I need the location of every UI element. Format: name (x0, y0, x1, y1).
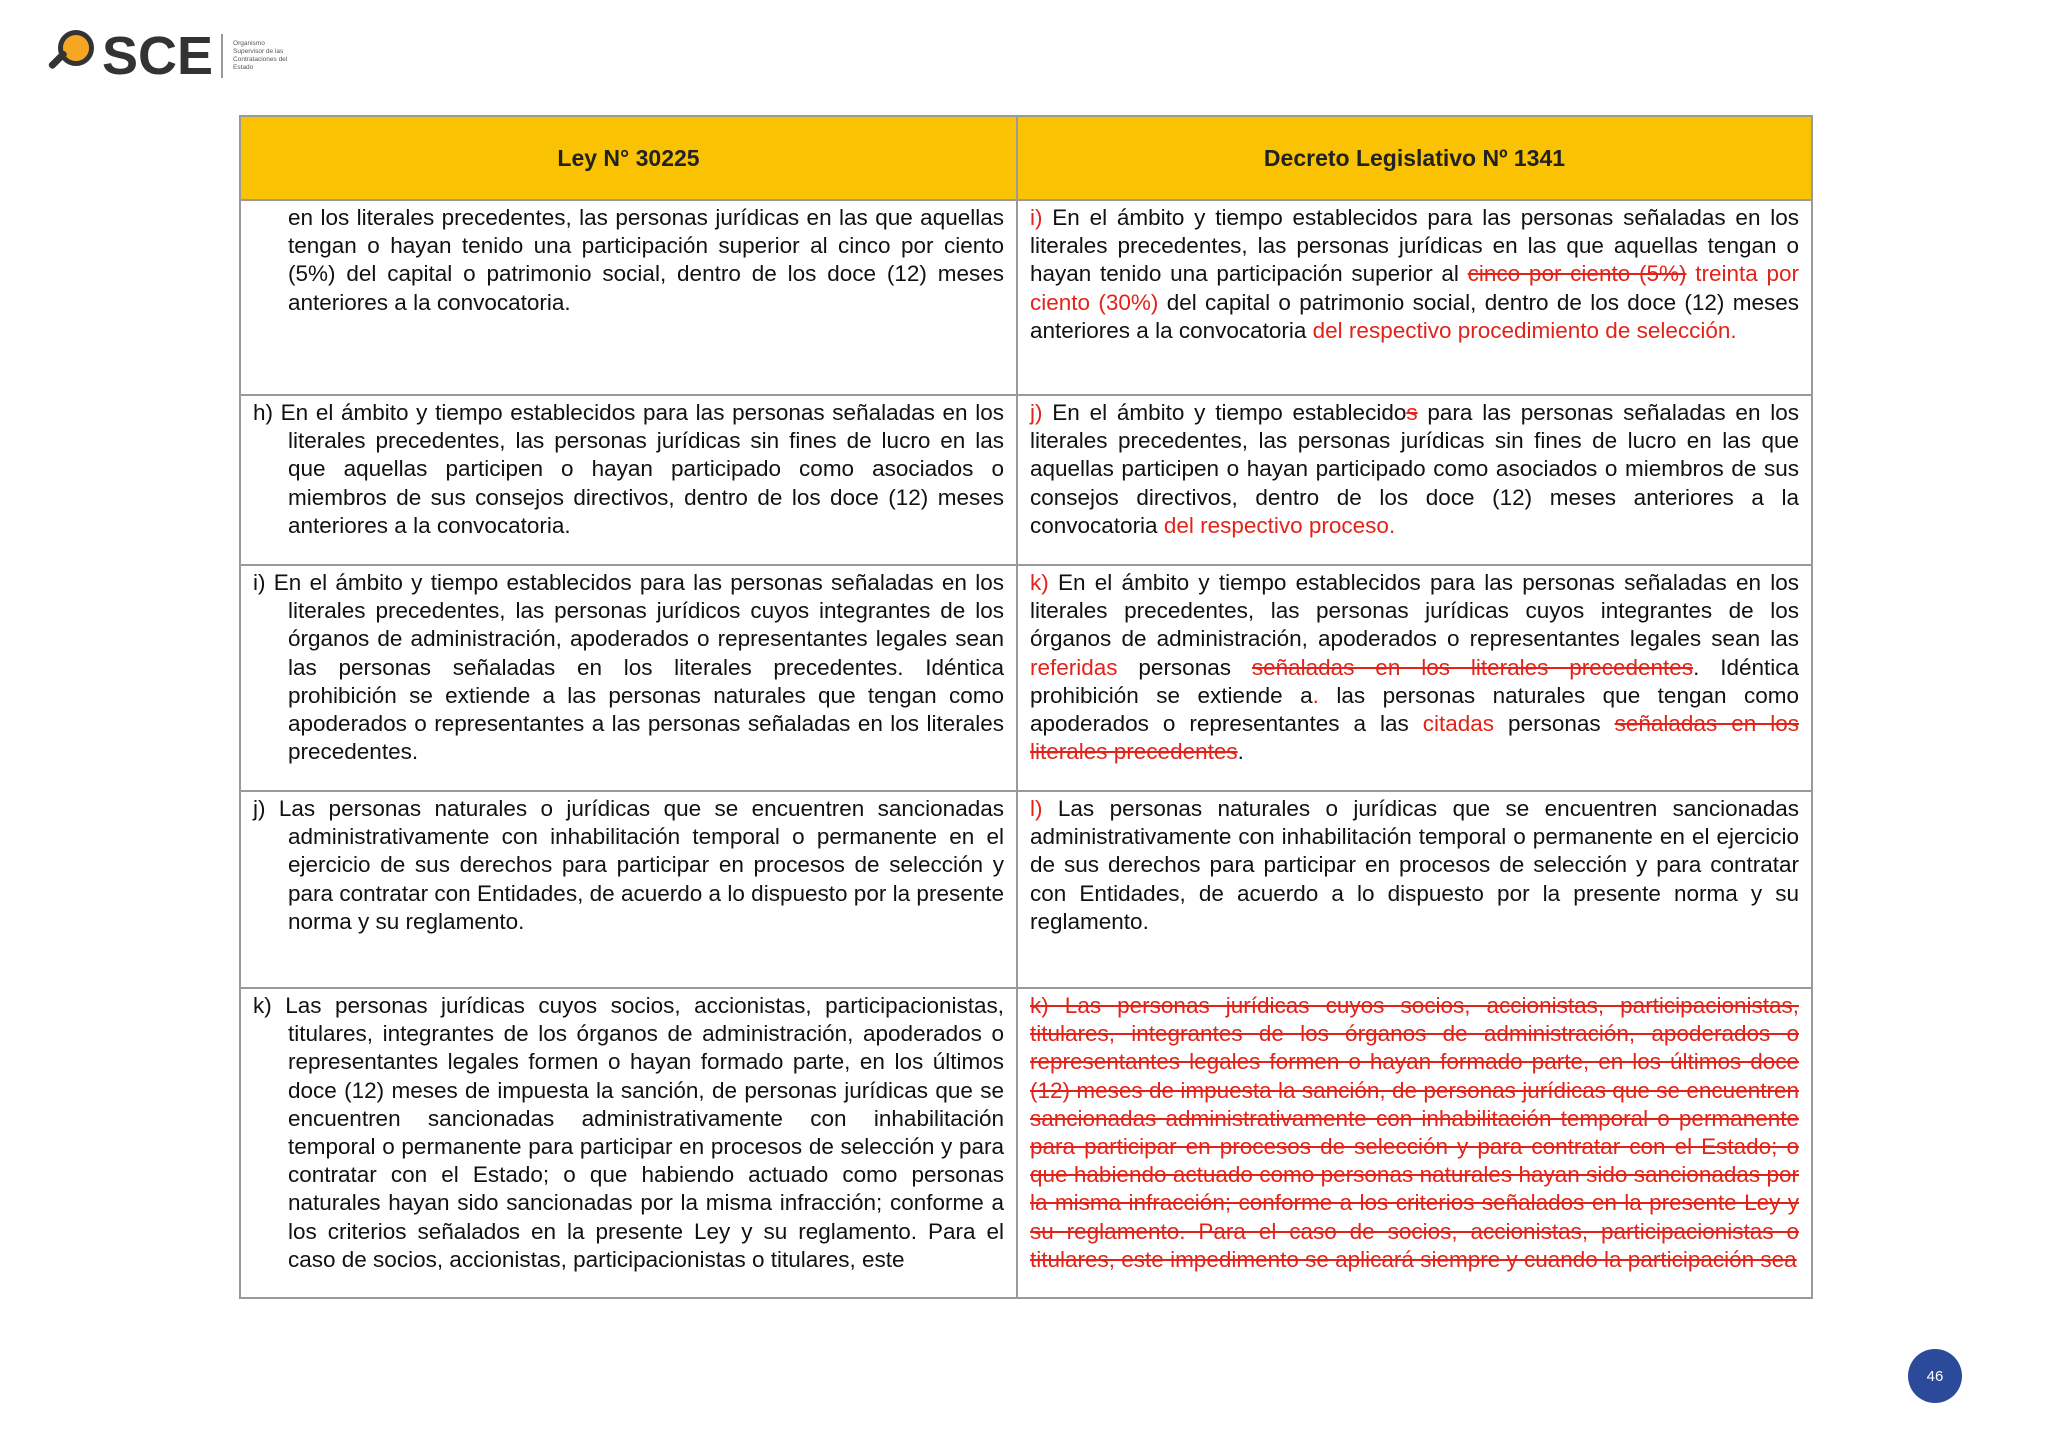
inserted-text: citadas (1422, 711, 1495, 737)
ley-30225-cell (240, 200, 1017, 395)
table-row (240, 200, 1812, 395)
unchanged-text: En el ámbito y tiempo establecido (1042, 400, 1407, 425)
ley-30225-cell (240, 395, 1017, 565)
page-number-badge: 46 (1908, 1349, 1962, 1403)
decreto-1341-cell (1017, 988, 1812, 1298)
ley-30225-text: h) En el ámbito y tiempo establecidos para las personas señaladas en los literales precedentes, las personas jurídicas sin fines de lucro en las que aquellas participen o hayan participado como asociados o miembros de sus consejos directivos, dentro de los doce (12) meses anteriores a la convocatoria. (253, 400, 1004, 538)
inserted-text: del respectivo proceso. (1163, 512, 1396, 538)
ley-30225-cell (240, 791, 1017, 988)
osce-logo (48, 28, 293, 84)
unchanged-text: . (1237, 739, 1244, 765)
ley-30225-cell (240, 565, 1017, 791)
magnifier-icon (48, 28, 104, 84)
unchanged-text: Las personas naturales o jurídicas que se encuentren sancionadas administrativamente con inhabilitación temporal o permanente en el ejercicio de sus derechos para participar en procesos de selección y para contratar con Entidades, de acuerdo a lo dispuesto por la presente norma y su reglamento. (1030, 796, 1799, 934)
logo-wordmark: SCE (102, 26, 214, 86)
inserted-text: i) (1030, 205, 1043, 230)
ley-30225-cell (240, 988, 1017, 1298)
unchanged-text: personas (1117, 654, 1252, 680)
inserted-text: referidas (1030, 654, 1118, 680)
table-row (240, 791, 1812, 988)
logo-divider (221, 34, 223, 78)
unchanged-text: En el ámbito y tiempo establecidos para las personas señaladas en los literales precedentes, las personas jurídicas cuyos integrantes de los órganos de administración, apoderados o representantes legales sean las (1030, 570, 1799, 652)
ley-30225-text: k) Las personas jurídicas cuyos socios, accionistas, participacionistas, titulares, integrantes de los órganos de administración, apoderados o representantes legales formen o hayan formado parte, en los últimos doce (12) meses de impuesta la sanción, de personas jurídicas que se encuentren sancionadas administrativamente con inhabilitación temporal o permanente para participar en procesos de selección y para contratar con el Estado; o que habiendo actuado como personas naturales hayan sido sancionadas por la misma infracción; conforme a los criterios señalados en la presente Ley y su reglamento. Para el caso de socios, accionistas, participacionistas o titulares, este (253, 993, 1004, 1272)
decreto-1341-text (1030, 795, 1799, 936)
inserted-text: . (1312, 682, 1319, 708)
decreto-1341-text (1030, 204, 1799, 345)
deleted-text: señaladas en los literales precedentes (1030, 711, 1799, 765)
decreto-1341-cell (1017, 395, 1812, 565)
unchanged-text: del capital o patrimonio social, dentro de los doce (12) meses anteriores a la convocatoria (1030, 289, 1800, 343)
deleted-text: s (1406, 400, 1418, 425)
deleted-text: k) Las personas jurídicas cuyos socios, accionistas, participacionistas, titulares, integrantes de los órganos de administración, apoderados o representantes legales formen o hayan formado parte, en los últimos doce (12) meses de impuesta la sanción, de personas jurídicas que se encuentren sancionadas administrativamente con inhabilitación temporal o permanente para participar en procesos de selección y para contratar con el Estado; o que habiendo actuado como personas naturales hayan sido sancionadas por la misma infracción; conforme a los criterios señalados en la presente Ley y su reglamento. Para el caso de socios, accionistas, participacionistas o titulares, este impedimento se aplicará siempre y cuando la participación sea (1030, 993, 1799, 1272)
decreto-1341-text (1030, 569, 1799, 766)
decreto-1341-text (1030, 399, 1799, 540)
unchanged-text: las personas naturales que tengan como apoderados o representantes a las (1030, 682, 1799, 737)
logo-subtitle: Organismo Supervisor de las Contrataciones del Estado (233, 40, 288, 71)
comparison-table (239, 115, 1813, 1299)
deleted-text: cinco por ciento (5%) (1467, 261, 1687, 287)
table-row (240, 988, 1812, 1298)
inserted-text: del respectivo procedimiento de selección. (1312, 317, 1737, 343)
unchanged-text: para las personas señaladas en los literales precedentes, las personas jurídicas sin fines de lucro en las que aquellas participen o hayan participado como asociados o miembros de sus consejos directivos, dentro de los doce (12) meses anteriores a la convocatoria (1030, 400, 1800, 538)
decreto-1341-cell (1017, 565, 1812, 791)
inserted-text: j) (1030, 400, 1043, 425)
ley-30225-text: j) Las personas naturales o jurídicas que se encuentren sancionadas administrativamente con inhabilitación temporal o permanente en el ejercicio de sus derechos para participar en procesos de selección y para contratar con Entidades, de acuerdo a lo dispuesto por la presente norma y su reglamento. (253, 796, 1004, 934)
ley-30225-text: i) En el ámbito y tiempo establecidos para las personas señaladas en los literales precedentes, las personas jurídicos cuyos integrantes de los órganos de administración, apoderados o representantes legales sean las personas señaladas en los literales precedentes. Idéntica prohibición se extiende a las personas naturales que tengan como apoderados o representantes a las personas señaladas en los literales precedentes. (253, 570, 1004, 765)
table-row (240, 395, 1812, 565)
inserted-text: treinta por ciento (30%) (1030, 261, 1799, 315)
unchanged-text: En el ámbito y tiempo establecidos para las personas señaladas en los literales precedentes, las personas jurídicas en las que aquellas tengan o hayan tenido una participación superior al (1030, 205, 1799, 287)
decreto-1341-text (1030, 992, 1799, 1274)
header-decreto-1341: Decreto Legislativo Nº 1341 (1017, 116, 1812, 200)
decreto-1341-cell (1017, 791, 1812, 988)
inserted-text: k) (1030, 570, 1049, 595)
inserted-text: l) (1030, 796, 1043, 821)
unchanged-text: . Idéntica prohibición se extiende a (1030, 654, 1800, 708)
header-ley-30225: Ley N° 30225 (240, 116, 1017, 200)
decreto-1341-cell (1017, 200, 1812, 395)
ley-30225-text: en los literales precedentes, las personas jurídicas en las que aquellas tengan o hayan tenido una participación superior al cinco por ciento (5%) del capital o patrimonio social, dentro de los doce (12) meses anteriores a la convocatoria. (288, 205, 1004, 315)
table-row (240, 565, 1812, 791)
deleted-text: señaladas en los literales precedentes (1251, 654, 1694, 680)
unchanged-text: personas (1494, 711, 1615, 737)
